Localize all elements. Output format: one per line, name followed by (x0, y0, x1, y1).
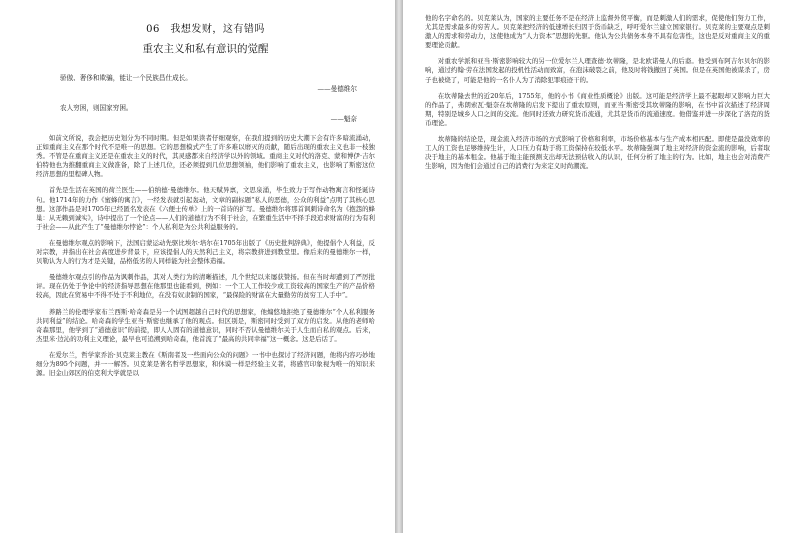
right-page (403, 0, 798, 533)
chapter-subtitle: 重农主义和私有意识的觉醒 (142, 43, 269, 55)
body-paragraph: 曼德维尔观点引的作品为讽刺作品，其对人类行为的清晰描述，几个世纪以来屡获赞扬。但在当时却遭到了严厉批评。现在仍处于争论中的经济指导思想在他那里也能看到，例如：一个工人工作较少或工资较高的国家生产的产品价格较高，因此在贸易中不得不处于不利地位，在没有奴隶制的国家，“最保险的财富在大量勤劳的贫穷工人手中”。 (36, 273, 375, 300)
book-spine (395, 0, 403, 533)
epigraph-attribution: ——魁奈 (330, 115, 357, 123)
epigraph-text: 骄傲、奢侈和欺骗，能让一个民族昌仕成长。 (60, 74, 192, 82)
left-page (0, 0, 395, 533)
body-paragraph: 在曼德维尔观点的影响下，法国启蒙运动先驱比埃尔·培尔在1705年出版了《历史批判辞典》，他提倡个人利益，反对宗教，并指出在社会高度进步背景下，应该提倡人的天然利己主义，将宗教挤进到教堂里。像后来的曼德维尔一样，贝勒认为人的行为才是关键，品格低劣的人同样能为社会整体造福。 (36, 238, 375, 266)
epigraph-attribution: ——曼德维尔 (317, 85, 357, 93)
body-paragraph: 坎蒂隆的结论是，现金流入经济市场的方式影响了价格和利率，市场价格基本与生产成本相匹配。即使是最没效率的工人的工资也足够维持生计，人口压力有助于将工资保持在较低水平。坎蒂隆强调了地主对经济的资金流的影响，后者取决于地主的基本租金。他基于地主能预测支出却无法预估收入的认识，任何分析了地主的行为。比如，地主也会对消费产生影响，因为他们会通过自己的消费行为来定义时尚潮流。 (425, 135, 770, 171)
body-paragraph: 对重农学派和亚当·斯密影响较大的另一位爱尔兰人理查德·坎蒂隆，是北欧诺曼人的后裔。他受到布阿吉尔贝尔的影响，通过约翰·劳在法国发起的投机性活动而致富，在泡沫破裂之前，他及时将钱撤回了英国。但是在英国他被谋杀了，房子也被烧了，可能是他的一名仆人为了消除犯罪痕迹干的。 (425, 57, 770, 84)
epigraph-text: 农人穷困，则国家穷困。 (60, 104, 133, 112)
body-paragraph: 如前文所说，我会把历史划分为不同时期。但是如果读者仔细观察，在我们提到的历史大潮下会有许多暗流涌动，正如重商主义在那个时代不是唯一的思想。它的思想模式产生了许多难以磨灭的贡献，随后出现的重农主义也非一枝独秀。不管是在重商主义还是在重农主义的时代，其灵感都来自经济学以外的领域。重商主义对代的洛克、蒙和博伊·吉尔伯特他也为推翻重商主义做准备，除了上述几位，还必须提到几位思想领袖，他们影响了重农主义，也影响了斯密这位经济思想的里程碑人物。 (36, 134, 375, 179)
body-paragraph: 他的名字命名的。贝克莱认为，国家的主要任务不是在经济上监督外贸平衡，而是刺激人们的需求，促使他们努力工作，尤其是需求最多的穷苦人。贝克莱把经济的低速增长归因于货币缺乏，呼吁爱尔兰建立国家银行。贝克莱的主要观点是刺激人的需求和劳动力，这使他成为“人力资本”思想的先驱。他认为公共债务本身不具有危害性，这也是反对重商主义的重要理论贡献。 (425, 14, 770, 50)
body-paragraph: 在坎蒂隆去世的近20年后，1755年，他的小书《商业性质概论》出版。这可能是经济学上最不起眼却又影响力巨大的作品了，弗朗索瓦·魁奈在坎蒂隆的启发下提出了重农原则，而亚当·斯密受其坎蒂隆的影响，在书中首次描述了经济周期，特别是城乡人口之间的交流。他同时还致力研究货币流通，尤其是货币的流通速度。他借鉴并进一步深化了洛克的货币理论。 (425, 91, 770, 127)
body-paragraph: 养路兰的伦理学家布兰西斯·哈奇森是另一个试图超越自己时代的思想家，他煽悠地拒绝了曼德维尔“个人私利服务共同利益”的结论。哈奇森的学生亚当·斯密也继承了他的观点。但区别是，斯密同时受到了双方的启发。从他的老师哈奇森那里，他学到了“道德意识”的前提，即人人固有的道德意识，同时不否认曼德维尔关于人生而自私的观点。后来，杰里米·边沁的功利主义理论，最早也可追溯到哈奇森，他首流了“最高的共同幸福”这一概念。这是后话了。 (36, 307, 375, 343)
body-paragraph: 在爱尔兰，哲学家乔治·贝克莱主教在《斯南者及一些面向公众的问题》一书中也探讨了经济问题，他将内容巧妙地细分为895个问题，并一一解答。贝克莱是著名哲学思想家，和休谟一样是经验主义者，将感官印象视为唯一的知识来源。旧金山郊区的伯克利大学就是以 (36, 350, 375, 378)
chapter-title: 06 我想发财，这有错吗 (146, 24, 265, 35)
body-paragraph: 首先是生活在英国的荷兰医生——伯纳德·曼德维尔。他天赋异禀，文思泉涌，毕生致力于写作动物寓言和怪诞诗句。他1714年的力作《蜜蜂的寓言》，一经发表就引起轰动，文章的副标题“私人的恶德，公众的利益”点明了其核心思想。这部作品是对1705年已经匿名发表在《六便士传单》上的一首诗的扩写。曼德维尔将那首讽刺诗命名为《抱怨的蜂巢：从无赖到诚实》，诗中提出了一个论点——人们的道德行为不利于社会，在繁重生活中不择手段追求财富的行为有利于社会——从此产生了“曼德维尔悖论”：个人私利是为公共利益服务的。 (36, 186, 375, 231)
